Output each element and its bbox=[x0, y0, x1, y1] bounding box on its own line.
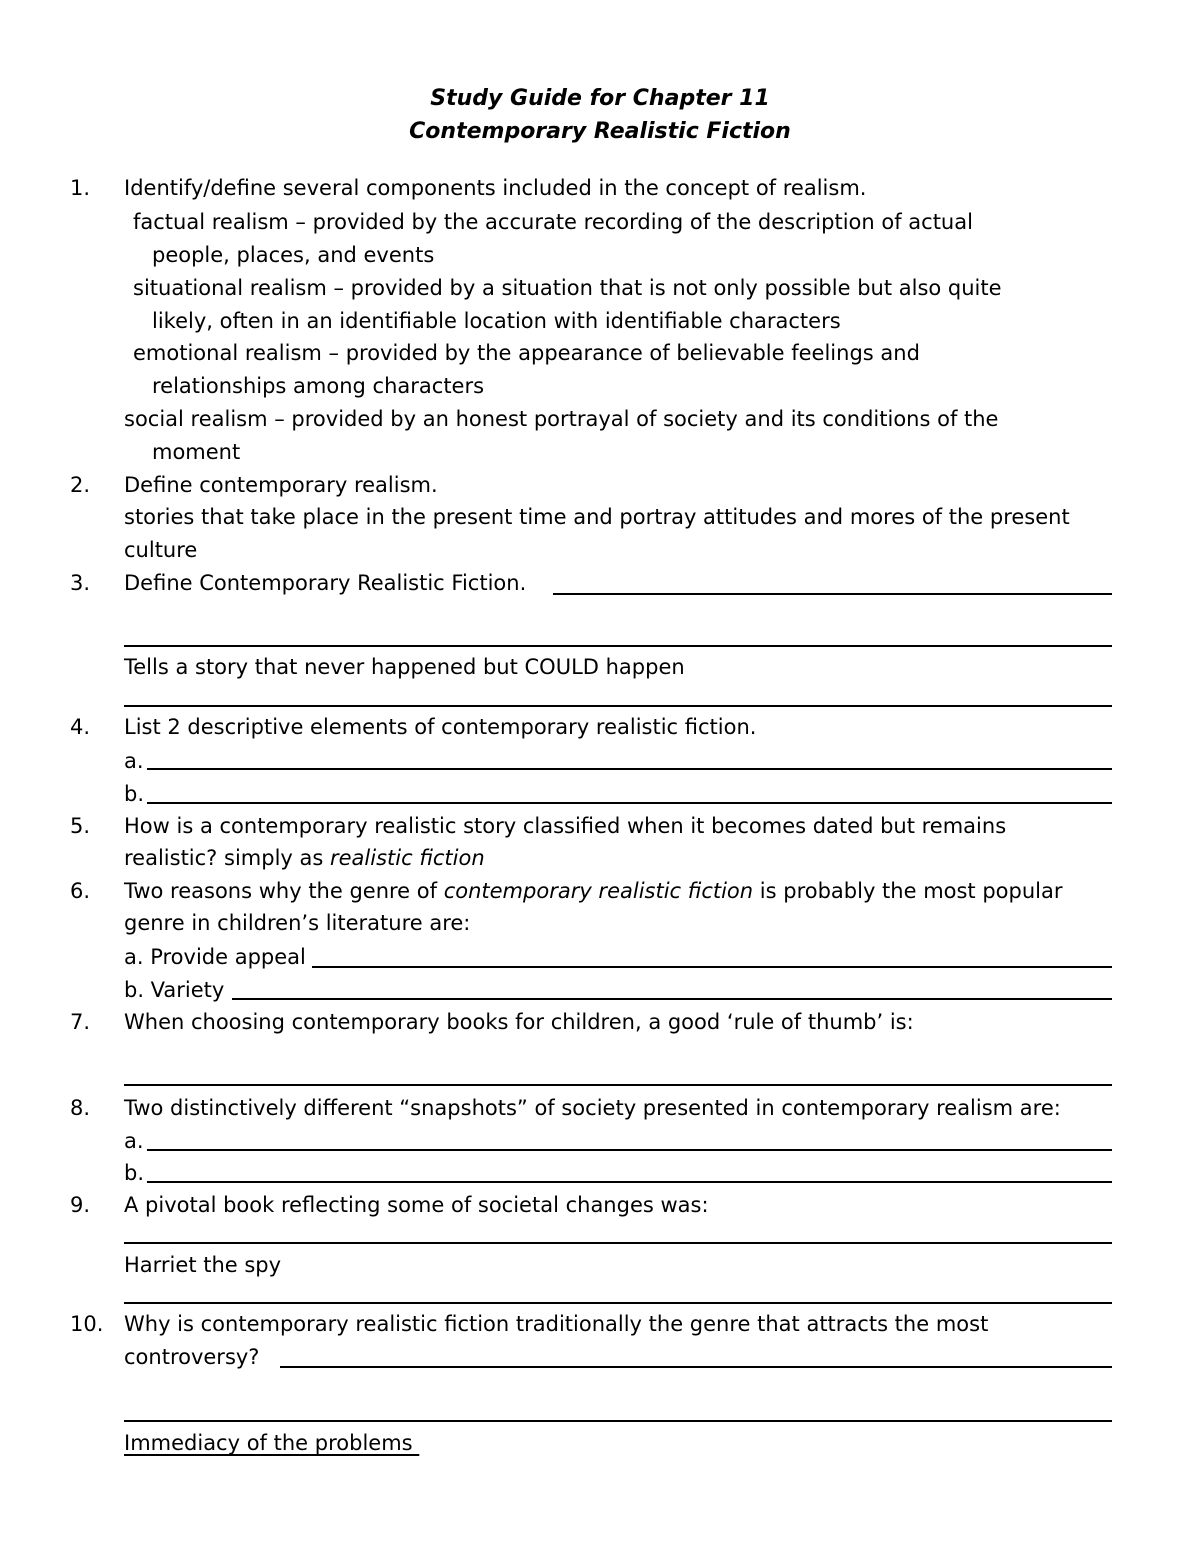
q6-question-line2: genre in children’s literature are: bbox=[124, 911, 471, 935]
q1-social-line1: social realism – provided by an honest portrayal of society and its conditions of the bbox=[124, 407, 999, 431]
q5-question-line1: How is a contemporary realistic story classified when it becomes dated but remains bbox=[124, 814, 1007, 838]
q10-question-line2: controversy? bbox=[124, 1345, 260, 1369]
q7-answer-blank[interactable] bbox=[124, 1084, 1112, 1086]
q2-question: Define contemporary realism. bbox=[124, 473, 438, 497]
q2-number: 2. bbox=[70, 473, 91, 497]
q3-answer-blank-3[interactable] bbox=[124, 705, 1112, 707]
q4-question: List 2 descriptive elements of contemporary realistic fiction. bbox=[124, 715, 757, 739]
q7-number: 7. bbox=[70, 1010, 91, 1034]
page-title: Study Guide for Chapter 11 bbox=[430, 86, 770, 111]
q6-b-blank[interactable] bbox=[232, 998, 1112, 1000]
q5-answer: realistic fiction bbox=[330, 846, 485, 870]
page-subtitle: Contemporary Realistic Fiction bbox=[409, 119, 791, 144]
q4-number: 4. bbox=[70, 715, 91, 739]
q5-question-text: realistic? simply as bbox=[124, 846, 330, 870]
q9-answer-blank-1[interactable] bbox=[124, 1242, 1112, 1244]
q8-b-label: b. bbox=[124, 1161, 145, 1185]
q1-question: Identify/define several components included in the concept of realism. bbox=[124, 176, 867, 200]
q1-emotional-line2: relationships among characters bbox=[152, 374, 485, 398]
q6-a-blank[interactable] bbox=[312, 966, 1112, 968]
q3-answer-blank-1[interactable] bbox=[553, 593, 1112, 595]
q3-answer: Tells a story that never happened but COULD happen bbox=[124, 655, 685, 679]
q10-answer-blank-2[interactable] bbox=[124, 1420, 1112, 1422]
q6-question-line1 bbox=[124, 881, 1063, 902]
q10-number: 10. bbox=[70, 1312, 104, 1336]
q1-factual-line2: people, places, and events bbox=[152, 243, 435, 267]
q6-question-italic: contemporary realistic fiction bbox=[443, 879, 754, 903]
q8-question: Two distinctively different “snapshots” of society presented in contemporary realism are: bbox=[124, 1096, 1061, 1120]
q1-situational-line2: likely, often in an identifiable location with identifiable characters bbox=[152, 309, 841, 333]
q10-question-line1: Why is contemporary realistic fiction traditionally the genre that attracts the most bbox=[124, 1312, 989, 1336]
q6-number: 6. bbox=[70, 879, 91, 903]
q8-number: 8. bbox=[70, 1096, 91, 1120]
q2-answer-line2: culture bbox=[124, 538, 198, 562]
q6-a-label: a. Provide appeal bbox=[124, 945, 306, 969]
q6-question-post: is probably the most popular bbox=[753, 879, 1063, 903]
q1-number: 1. bbox=[70, 176, 91, 200]
q2-answer-line1: stories that take place in the present time and portray attitudes and mores of the present bbox=[124, 505, 1070, 529]
q4-a-blank[interactable] bbox=[147, 768, 1112, 770]
q4-b-label: b. bbox=[124, 782, 145, 806]
q7-question: When choosing contemporary books for children, a good ‘rule of thumb’ is: bbox=[124, 1010, 914, 1034]
q4-a-label: a. bbox=[124, 749, 144, 773]
q9-question: A pivotal book reflecting some of societal changes was: bbox=[124, 1193, 709, 1217]
q9-answer-blank-2[interactable] bbox=[124, 1302, 1112, 1304]
q6-b-label: b. Variety bbox=[124, 978, 225, 1002]
q10-answer-blank-1[interactable] bbox=[280, 1366, 1112, 1368]
q5-question-line2 bbox=[124, 848, 485, 869]
q8-b-blank[interactable] bbox=[147, 1181, 1112, 1183]
q8-a-blank[interactable] bbox=[147, 1149, 1112, 1151]
q5-number: 5. bbox=[70, 814, 91, 838]
q4-b-blank[interactable] bbox=[147, 802, 1112, 804]
q1-social-line2: moment bbox=[152, 440, 241, 464]
q9-answer: Harriet the spy bbox=[124, 1253, 282, 1277]
q3-answer-blank-2[interactable] bbox=[124, 645, 1112, 647]
q9-number: 9. bbox=[70, 1193, 91, 1217]
q1-emotional-line1: emotional realism – provided by the appearance of believable feelings and bbox=[133, 341, 920, 365]
q1-situational-line1: situational realism – provided by a situation that is not only possible but also quite bbox=[133, 276, 1002, 300]
q1-factual-line1: factual realism – provided by the accurate recording of the description of actual bbox=[133, 210, 973, 234]
q8-a-label: a. bbox=[124, 1129, 144, 1153]
q3-question: Define Contemporary Realistic Fiction. bbox=[124, 571, 527, 595]
q10-answer: Immediacy of the problems bbox=[124, 1431, 420, 1455]
q3-number: 3. bbox=[70, 571, 91, 595]
q6-question-pre: Two reasons why the genre of bbox=[124, 879, 444, 903]
